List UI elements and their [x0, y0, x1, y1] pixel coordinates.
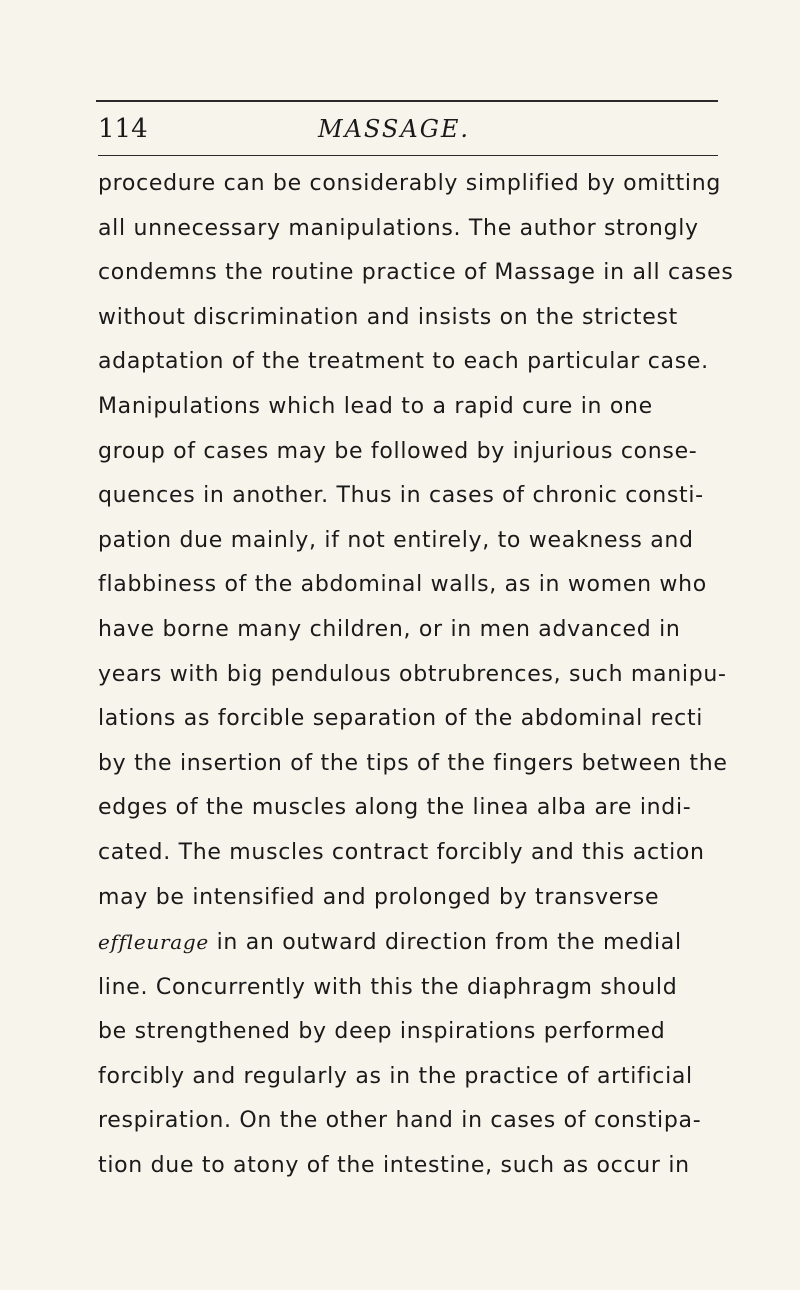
text-line: line. Concurrently with this the diaphragm should	[98, 974, 678, 1000]
text-line: quences in another. Thus in cases of chronic consti-	[98, 483, 704, 509]
text-line: without discrimination and insists on the strictest	[98, 304, 678, 330]
running-title: MASSAGE.	[318, 115, 471, 143]
text-line: all unnecessary manipulations. The author strongly	[98, 215, 699, 241]
italic-term: effleurage	[98, 930, 209, 955]
text-line: by the insertion of the tips of the fingers between the	[98, 750, 728, 776]
text-line: tion due to atony of the intestine, such as occur in	[98, 1153, 690, 1179]
text-line-rest: in an outward direction from the medial	[208, 930, 682, 956]
running-head	[98, 112, 718, 152]
text-line: adaptation of the treatment to each particular case.	[98, 349, 709, 375]
text-line: cated. The muscles contract forcibly and this action	[98, 839, 705, 865]
text-line: Manipulations which lead to a rapid cure in one	[98, 393, 653, 419]
text-line: lations as forcible separation of the abdominal recti	[98, 706, 704, 732]
text-line: group of cases may be followed by injurious conse-	[98, 438, 698, 464]
text-line: flabbiness of the abdominal walls, as in women who	[98, 572, 707, 598]
text-line: forcibly and regularly as in the practice of artificial	[98, 1063, 693, 1089]
top-rule	[96, 100, 718, 102]
text-line: have borne many children, or in men advanced in	[98, 616, 681, 642]
page-number: 114	[98, 114, 148, 144]
text-line: may be intensified and prolonged by transverse	[98, 884, 660, 910]
text-line: condemns the routine practice of Massage in all cases	[98, 260, 734, 286]
header-rule	[98, 155, 718, 156]
text-line: edges of the muscles along the linea alba are indi-	[98, 795, 692, 821]
body-text	[98, 162, 738, 1189]
text-line: be strengthened by deep inspirations performed	[98, 1019, 666, 1045]
text-line: years with big pendulous obtrubrences, such manipu-	[98, 661, 727, 687]
text-line-italic-term	[98, 920, 738, 966]
text-line: respiration. On the other hand in cases of constipa-	[98, 1108, 702, 1134]
text-line: pation due mainly, if not entirely, to weakness and	[98, 527, 694, 553]
text-line: procedure can be considerably simplified by omitting	[98, 171, 722, 196]
